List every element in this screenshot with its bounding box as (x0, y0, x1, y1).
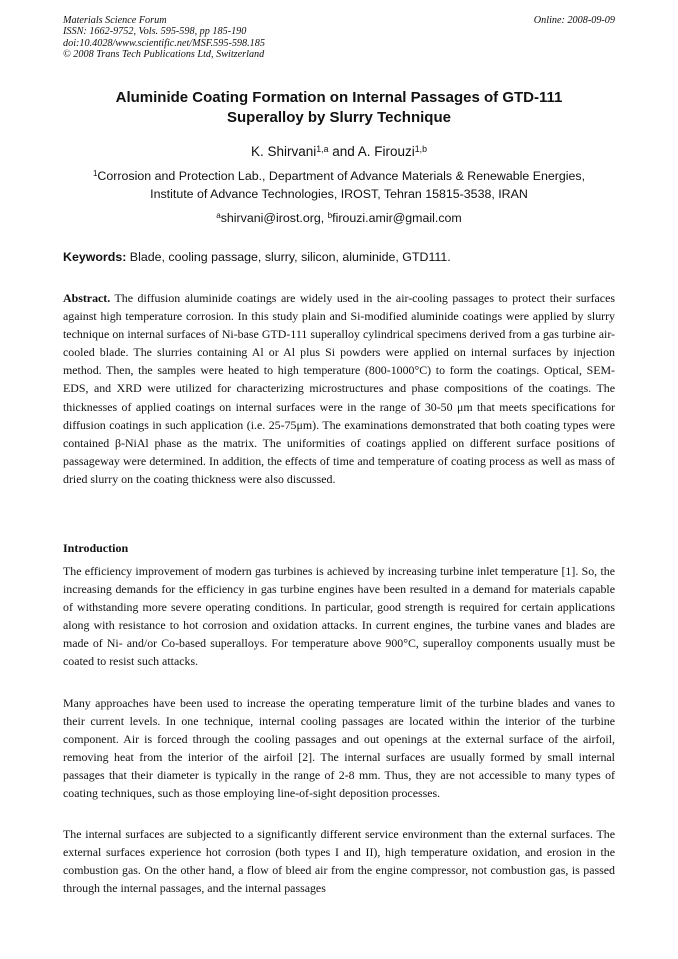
affiliation-line-1: Corrosion and Protection Lab., Department of Advance Materials & Renewable Energies, (97, 169, 586, 183)
email-a-superscript: a (216, 211, 221, 221)
journal-name: Materials Science Forum (63, 15, 167, 26)
author-2: A. Firouzi (357, 144, 415, 159)
copyright-line: © 2008 Trans Tech Publications Ltd, Switzerland (63, 49, 265, 61)
abstract-label: Abstract. (63, 291, 111, 305)
author-list (40, 143, 638, 161)
email-a: shirvani@irost.org, (220, 211, 328, 225)
keywords-label: Keywords: (63, 250, 127, 264)
introduction-paragraph-3: The internal surfaces are subjected to a significantly different service environment than the external surfaces. The external surfaces experience hot corrosion (both types I and II), high temperature oxidation, and erosion in the combustion gas. On the other hand, a flow of bleed air from the engine compressor, not combustion gas, is passed through the internal passages, and the internal passages (63, 827, 615, 896)
abstract-text: The diffusion aluminide coatings are widely used in the air-cooling passages to protect their surfaces against high temperature corrosion. In this study plain and Si-modified aluminide coatings were applied by slurry technique on internal surfaces of Ni-base GTD-111 superalloy cylindrical specimens derived from a gas turbine air-cooled blade. The slurries containing Al or Al plus Si powders were applied on internal surfaces by injection method. Then, the samples were heated to high temperature (800-1000°C) to form the coatings. Optical, SEM-EDS, and XRD were utilized for characterizing microstructures and phase compositions of the coatings. The thicknesses of applied coatings on internal surfaces were in the range of 30-50 μm that meets specifications for diffusion coatings in such application (i.e. 25-75μm). The examinations demonstrated that both coating types were contained β-NiAl phase as the matrix. The uniformities of coatings applied on different surface positions of passageway were determined. In addition, the effects of time and temperature of coating process as well as mass of dried slurry on the coating thickness were also discussed. (63, 291, 615, 486)
issn-line: ISSN: 1662-9752, Vols. 595-598, pp 185-190 (63, 26, 247, 38)
author-1-superscript: 1,a (316, 144, 329, 155)
introduction-heading: Introduction (63, 541, 129, 555)
doi-line: doi:10.4028/www.scientific.net/MSF.595-598.185 (63, 37, 265, 49)
email-b-superscript: b (327, 211, 333, 221)
publication-header (63, 15, 265, 61)
title-line-2: Superalloy by Slurry Technique (227, 109, 451, 126)
introduction-paragraph-2: Many approaches have been used to increase the operating temperature limit of the turbine blades and vanes to their current levels. In one technique, internal cooling passages are located within the interior of the turbine component. Air is forced through the cooling passages and out openings at the external surface of the airfoil, removing heat from the interior of the airfoil [2]. The internal surfaces are usually formed by small internal passages that their diameter is typically in the range of 2-8 mm. Thus, they are not accessible to many types of coating techniques, such as those employing line-of-sight deposition processes. (63, 696, 615, 801)
online-date-text: Online: 2008-09-09 (533, 15, 615, 26)
keywords-text: Blade, cooling passage, slurry, silicon, aluminide, GTD111. (126, 250, 451, 264)
affiliation (40, 167, 638, 203)
author-emails (40, 209, 638, 227)
email-b: firouzi.amir@gmail.com (332, 211, 462, 225)
author-2-superscript: 1,b (414, 144, 427, 155)
online-date (534, 15, 615, 26)
introduction-paragraph-1: The efficiency improvement of modern gas turbines is achieved by increasing turbine inlet temperature [1]. So, the increasing demands for the efficiency in gas turbine engines have been resulted in a demand for materials capable of withstanding more severe operating conditions. In particular, good strength is required for certain applications along with resistance to hot corrosion and oxidation attacks. In current engines, the turbine vanes and blades are made of Ni- and/or Co-based superalloys. For temperature above 900°C, superalloy components usually must be coated to resist such attacks. (63, 564, 615, 669)
affiliation-line-2: Institute of Advance Technologies, IROST, Tehran 15815-3538, IRAN (150, 187, 528, 201)
abstract (63, 289, 615, 488)
keywords (63, 248, 615, 266)
title-line-1: Aluminide Coating Formation on Internal Passages of GTD-111 (115, 89, 563, 106)
paper-title (40, 88, 638, 128)
author-connector: and (328, 144, 358, 159)
author-1: K. Shirvani (251, 144, 317, 159)
affiliation-superscript: 1 (92, 169, 98, 179)
